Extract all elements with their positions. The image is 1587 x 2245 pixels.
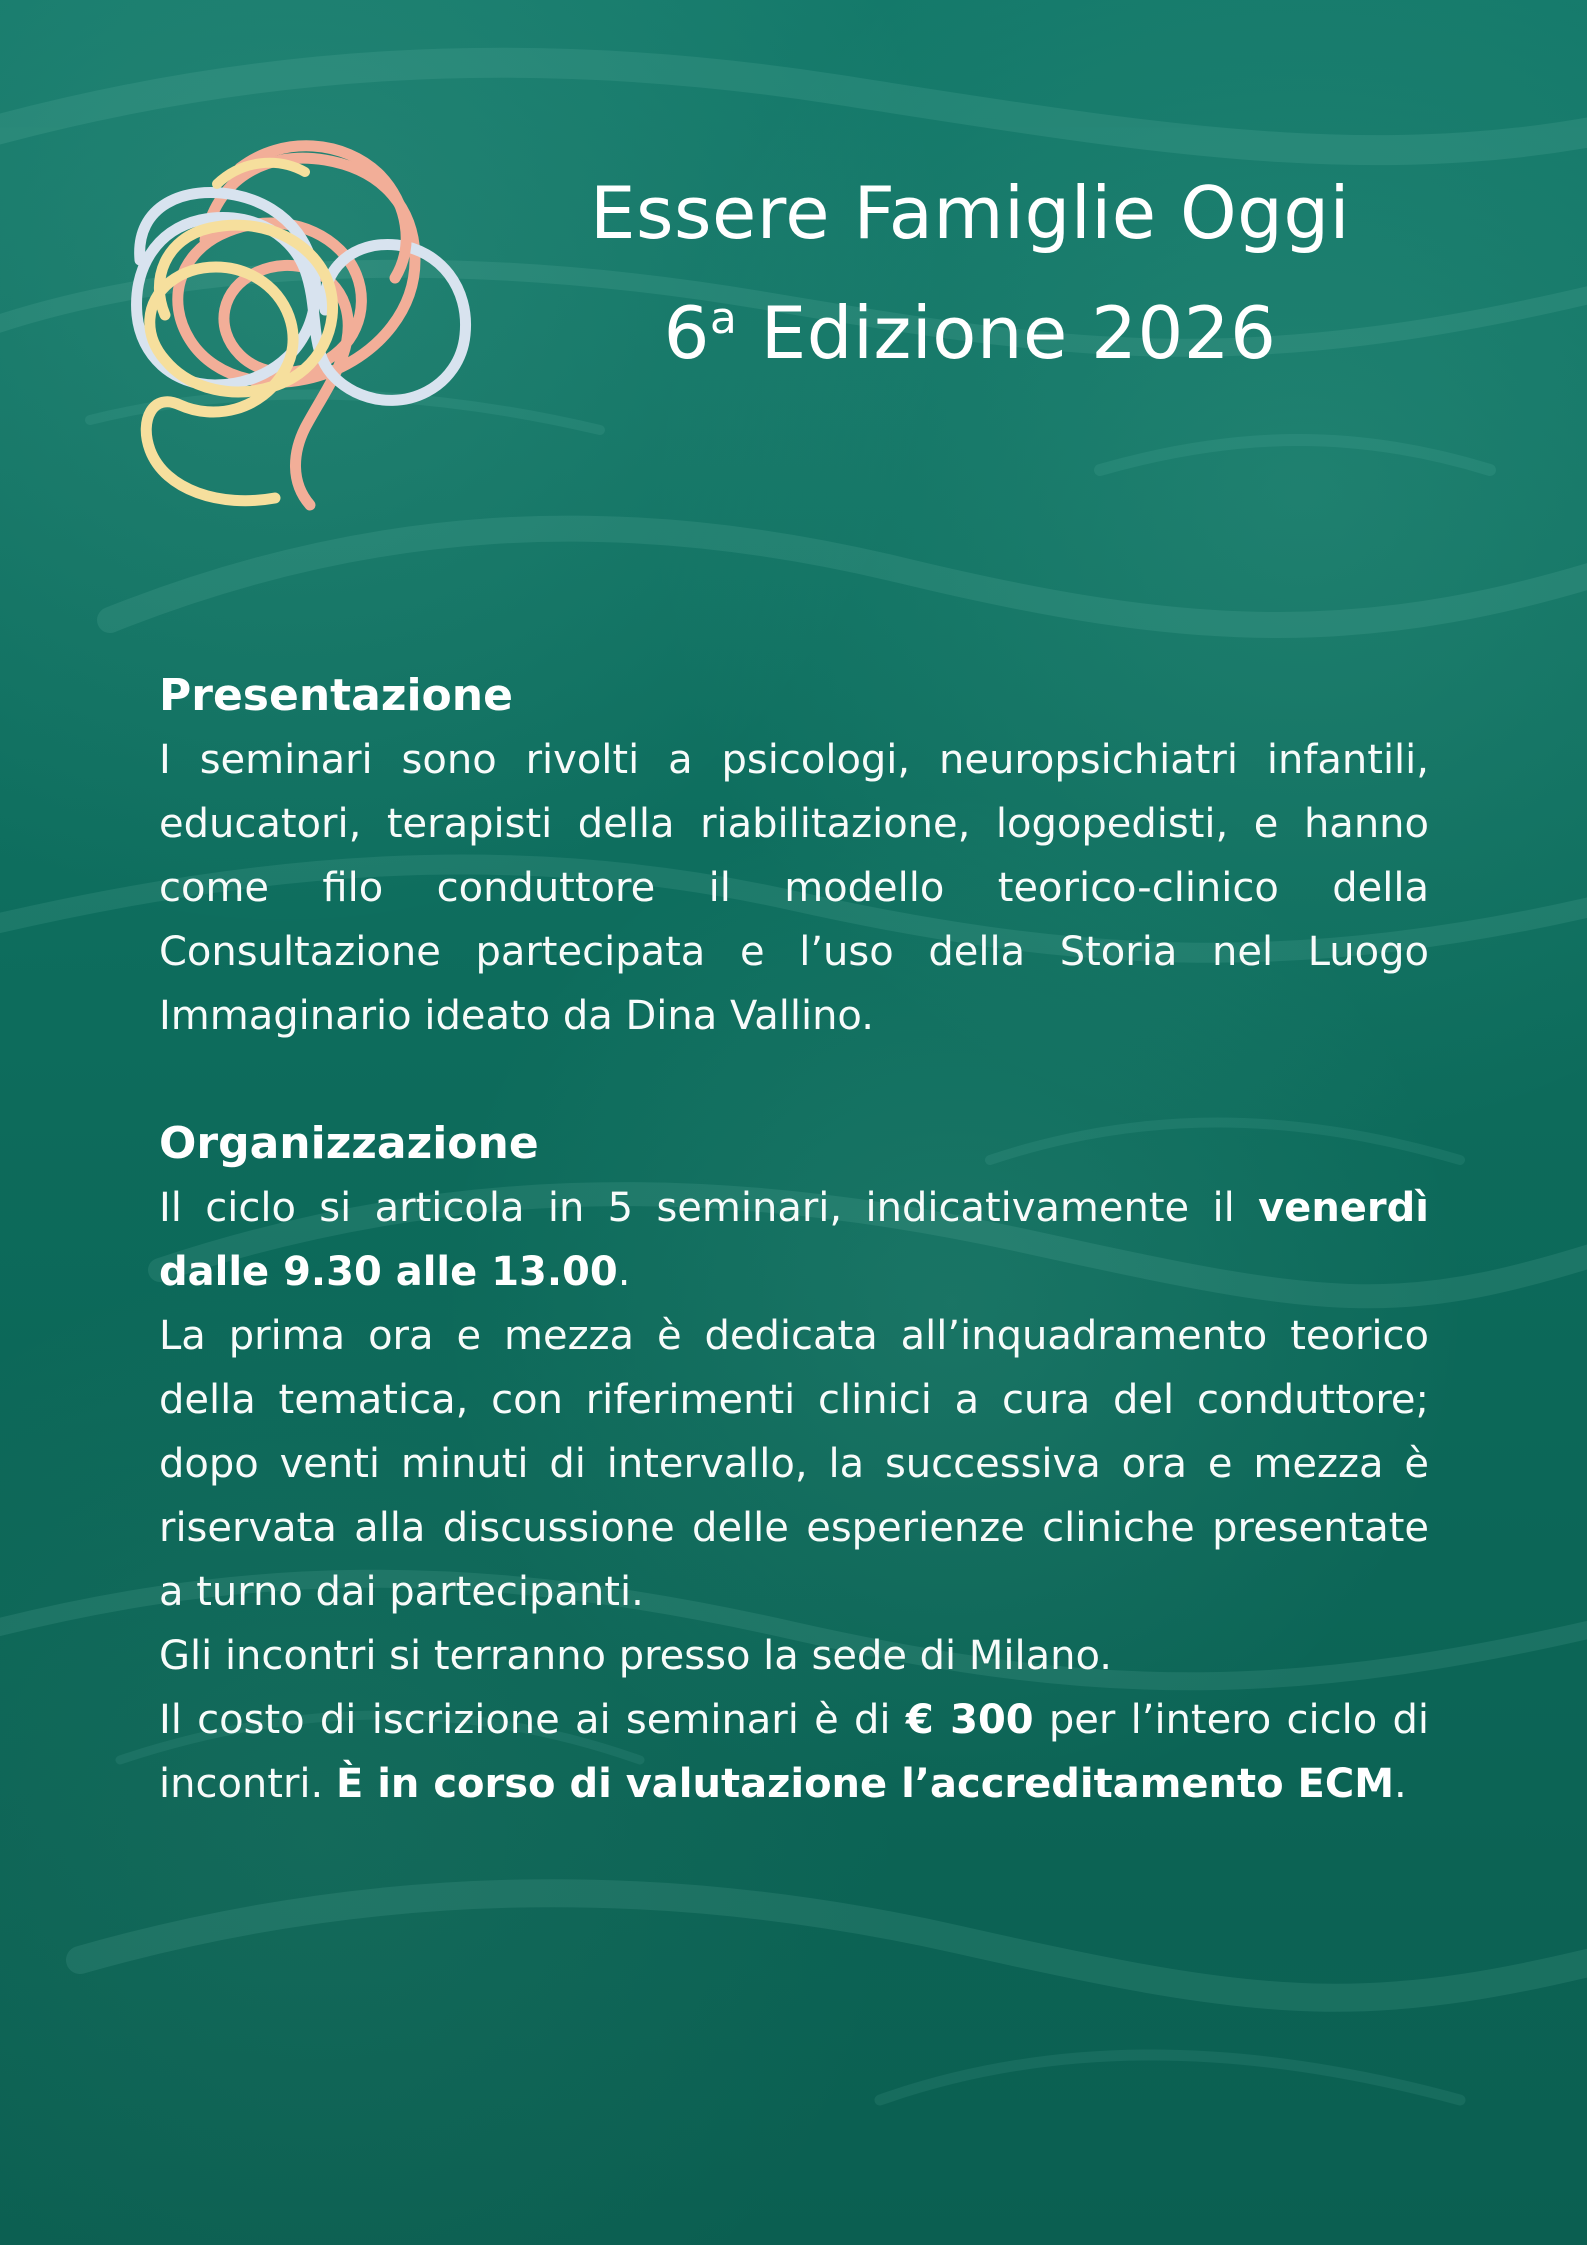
- organizzazione-paragraph-3: Gli incontri si terranno presso la sede di Milano.: [159, 1633, 1112, 1679]
- cost-text-end: .: [1394, 1761, 1407, 1807]
- edition-label-year: Edizione 2026: [737, 291, 1277, 375]
- organizzazione-p1-end: .: [617, 1249, 631, 1295]
- event-title: Essere Famiglie Oggi: [589, 171, 1351, 255]
- edition-ordinal: a: [709, 293, 738, 344]
- schedule-highlight: venerdì dalle 9.30 alle 13.00: [159, 1185, 1429, 1295]
- ecm-accreditation-note: È in corso di valutazione l’accreditamento ECM: [335, 1761, 1395, 1807]
- tangled-line-logo-icon: [95, 100, 515, 520]
- price-value: € 300: [905, 1697, 1034, 1743]
- edition-title: [540, 266, 1400, 386]
- cost-text-middle: per l’intero ciclo di incontri.: [159, 1697, 1429, 1807]
- edition-number: 6: [663, 291, 710, 375]
- organizzazione-paragraph-2: La prima ora e mezza è dedicata all’inquadramento teorico della tematica, con riferimenti clinici a cura del conduttore; dopo venti minuti di intervallo, la successiva ora e mezza è riservata alla discussione delle esperienze cliniche presentate a turno dai partecipanti.: [159, 1313, 1429, 1615]
- section-spacer: [159, 1048, 1429, 1112]
- presentazione-heading: Presentazione: [159, 670, 513, 721]
- organizzazione-paragraph-4: [159, 1688, 1429, 1816]
- title-block: [540, 160, 1400, 386]
- content-body: [159, 664, 1429, 1816]
- organizzazione-p1-start: Il ciclo si articola in 5 seminari, indicativamente il: [159, 1185, 1259, 1231]
- presentazione-paragraph: I seminari sono rivolti a psicologi, neuropsichiatri infantili, educatori, terapisti della riabilitazione, logopedisti, e hanno come filo conduttore il modello teorico-clinico della Consultazione partecipata e l’uso della Storia nel Luogo Immaginario ideato da Dina Vallino.: [159, 737, 1429, 1039]
- organizzazione-paragraph-1: [159, 1176, 1429, 1304]
- cost-text-start: Il costo di iscrizione ai seminari è di: [159, 1697, 906, 1743]
- organizzazione-heading: Organizzazione: [159, 1118, 539, 1169]
